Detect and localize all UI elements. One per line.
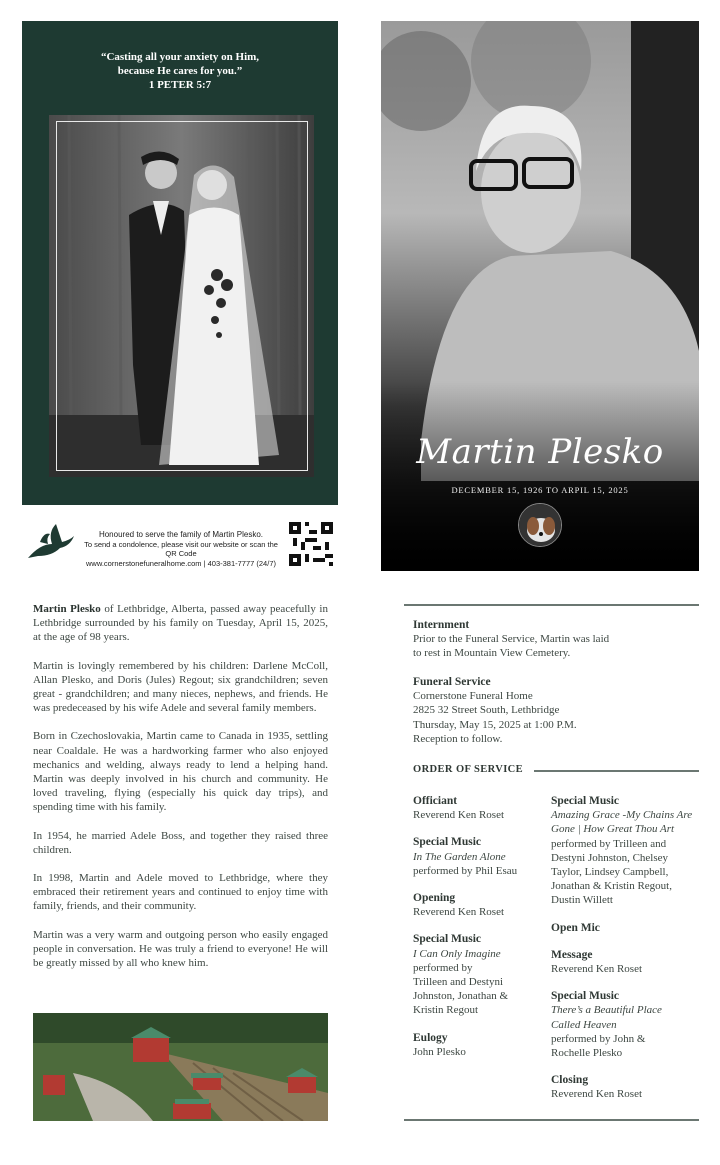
song-performer-line: Taylor, Lindsey Campbell, (551, 866, 669, 879)
obituary-paragraph-4: In 1954, he married Adele Boss, and together they raised three children. (33, 829, 328, 856)
obituary-name: Martin Plesko (33, 603, 101, 615)
eulogy-name: John Plesko (413, 1045, 466, 1058)
song-title: In The Garden Alone (413, 850, 506, 863)
qr-code[interactable] (289, 522, 333, 566)
special-music-heading: Special Music (413, 836, 482, 849)
life-dates: DECEMBER 15, 1926 TO ARPIL 15, 2025 (451, 485, 629, 495)
song-title-line: Amazing Grace -My Chains Are (551, 809, 693, 822)
verse-line-1: “Casting all your anxiety on Him, (100, 51, 260, 63)
service-reception: Reception to follow. (413, 732, 503, 745)
special-music-4 (551, 989, 699, 1060)
service-datetime: Thursday, May 15, 2025 at 1:00 P.M. (413, 718, 577, 731)
internment-line-1: Prior to the Funeral Service, Martin was laid (413, 633, 610, 646)
internment-section (413, 618, 693, 661)
funeral-service-section (413, 675, 693, 746)
service-venue: Cornerstone Funeral Home (413, 690, 533, 703)
song-performer-line: Johnston, Jonathan & (413, 990, 509, 1003)
internment-line-2: to rest in Mountain View Cemetery. (413, 647, 571, 660)
bible-verse (22, 50, 338, 92)
contact-line[interactable]: www.cornerstonefuneralhome.com | 403-381-7777 (24/7) (86, 558, 276, 568)
song-title-line: Gone | How Great Thou Art (551, 823, 675, 836)
bottom-divider (404, 1119, 699, 1121)
message-name: Reverend Ken Roset (551, 963, 643, 976)
funeral-service-heading: Funeral Service (413, 676, 491, 688)
special-music-heading: Special Music (551, 795, 620, 807)
song-performer-line: Dustin Willett (551, 894, 613, 907)
song-performer-line: performed by Trilleen and (551, 837, 667, 850)
deceased-name: Martin Plesko (416, 432, 664, 472)
dove-logo-icon (26, 522, 76, 562)
funeral-home-notice (78, 530, 284, 568)
song-title-line: Called Heaven (551, 1018, 617, 1031)
order-of-service-heading: ORDER OF SERVICE (413, 764, 524, 775)
dog-photo (518, 503, 562, 547)
opening-name: Reverend Ken Roset (413, 906, 505, 919)
song-performer-line: Trilleen and Destyni (413, 976, 504, 989)
song-performer-line: performed by John & (551, 1032, 646, 1045)
special-music-3 (551, 794, 699, 908)
song-performer-line: performed by (413, 961, 473, 974)
song-title-line: There’s a Beautiful Place (551, 1004, 662, 1017)
obituary-paragraph-6: Martin was a very warm and outgoing person who easily engaged people in conversation. He was truly a friend to everyone! He will be greatly missed by all who knew him. (33, 928, 328, 970)
obituary-paragraph-5: In 1998, Martin and Adele moved to Lethbridge, where they embraced their retirement years and continued to enjoy time with family, friends, and their community. (33, 872, 328, 913)
song-performer: performed by Phil Esau (413, 864, 518, 877)
song-performer-line: Jonathan & Kristin Regout, (551, 880, 672, 893)
obituary-paragraph-1 (33, 602, 328, 645)
photo-frame (56, 121, 308, 471)
farm-photo (33, 1013, 328, 1121)
eulogy-heading: Eulogy (413, 1031, 448, 1044)
special-music-1 (413, 835, 543, 878)
order-left-column (413, 794, 543, 1072)
top-divider (404, 604, 699, 606)
eulogy-item (413, 1031, 543, 1059)
open-mic-heading: Open Mic (551, 921, 600, 934)
special-music-heading: Special Music (551, 990, 620, 1003)
song-performer-line: Destyni Johnston, Chelsey (551, 851, 669, 864)
closing-heading: Closing (551, 1074, 589, 1087)
obituary-text (33, 602, 328, 984)
officiant-heading: Officiant (413, 795, 458, 807)
open-mic-item (551, 921, 699, 935)
order-heading-rule (534, 770, 699, 772)
opening-item (413, 891, 543, 919)
officiant-name: Reverend Ken Roset (413, 809, 505, 822)
order-right-column (551, 794, 699, 1115)
song-performer-line: Rochelle Plesko (551, 1047, 623, 1060)
internment-heading: Internment (413, 619, 470, 631)
obituary-paragraph-2: Martin is lovingly remembered by his children: Darlene McColl, Allan Plesko, and Doris (Jules) Regout; six grandchildren; seven great - grandchildren; and many nieces, nephews, and friends. He was predeceased by his wife Adele and several family members. (33, 659, 328, 715)
honour-line: Honoured to serve the family of Martin Plesko. (98, 530, 264, 539)
opening-heading: Opening (413, 892, 456, 905)
message-heading: Message (551, 948, 593, 961)
service-address: 2825 32 Street South, Lethbridge (413, 704, 560, 717)
verse-line-2: because He cares for you.” (117, 65, 243, 77)
closing-item (551, 1073, 699, 1101)
verse-reference: 1 PETER 5:7 (148, 79, 212, 91)
message-item (551, 948, 699, 976)
obituary-paragraph-3: Born in Czechoslovakia, Martin came to Canada in 1935, settling near Coaldale. He was a hardworking farmer who also enjoyed mechanics and welding, always ready to lend a helping hand. Martin was deeply involved in his church and community. He loved traveling, flying (especially his quick day trips), and spending time with his family. (33, 730, 328, 814)
obituary-p1-text: of Lethbridge, Alberta, passed away peacefully in Lethbridge surrounded by his family on Tuesday, April 15, 2025, at the age of 98 years. (33, 603, 328, 644)
song-title: I Can Only Imagine (413, 947, 501, 960)
closing-name: Reverend Ken Roset (551, 1088, 643, 1101)
officiant-item (413, 794, 543, 822)
song-performer-line: Kristin Regout (413, 1004, 479, 1017)
condolence-line: To send a condolence, please visit our website or scan the QR Code (84, 539, 278, 558)
special-music-2 (413, 932, 543, 1017)
special-music-heading: Special Music (413, 933, 482, 946)
